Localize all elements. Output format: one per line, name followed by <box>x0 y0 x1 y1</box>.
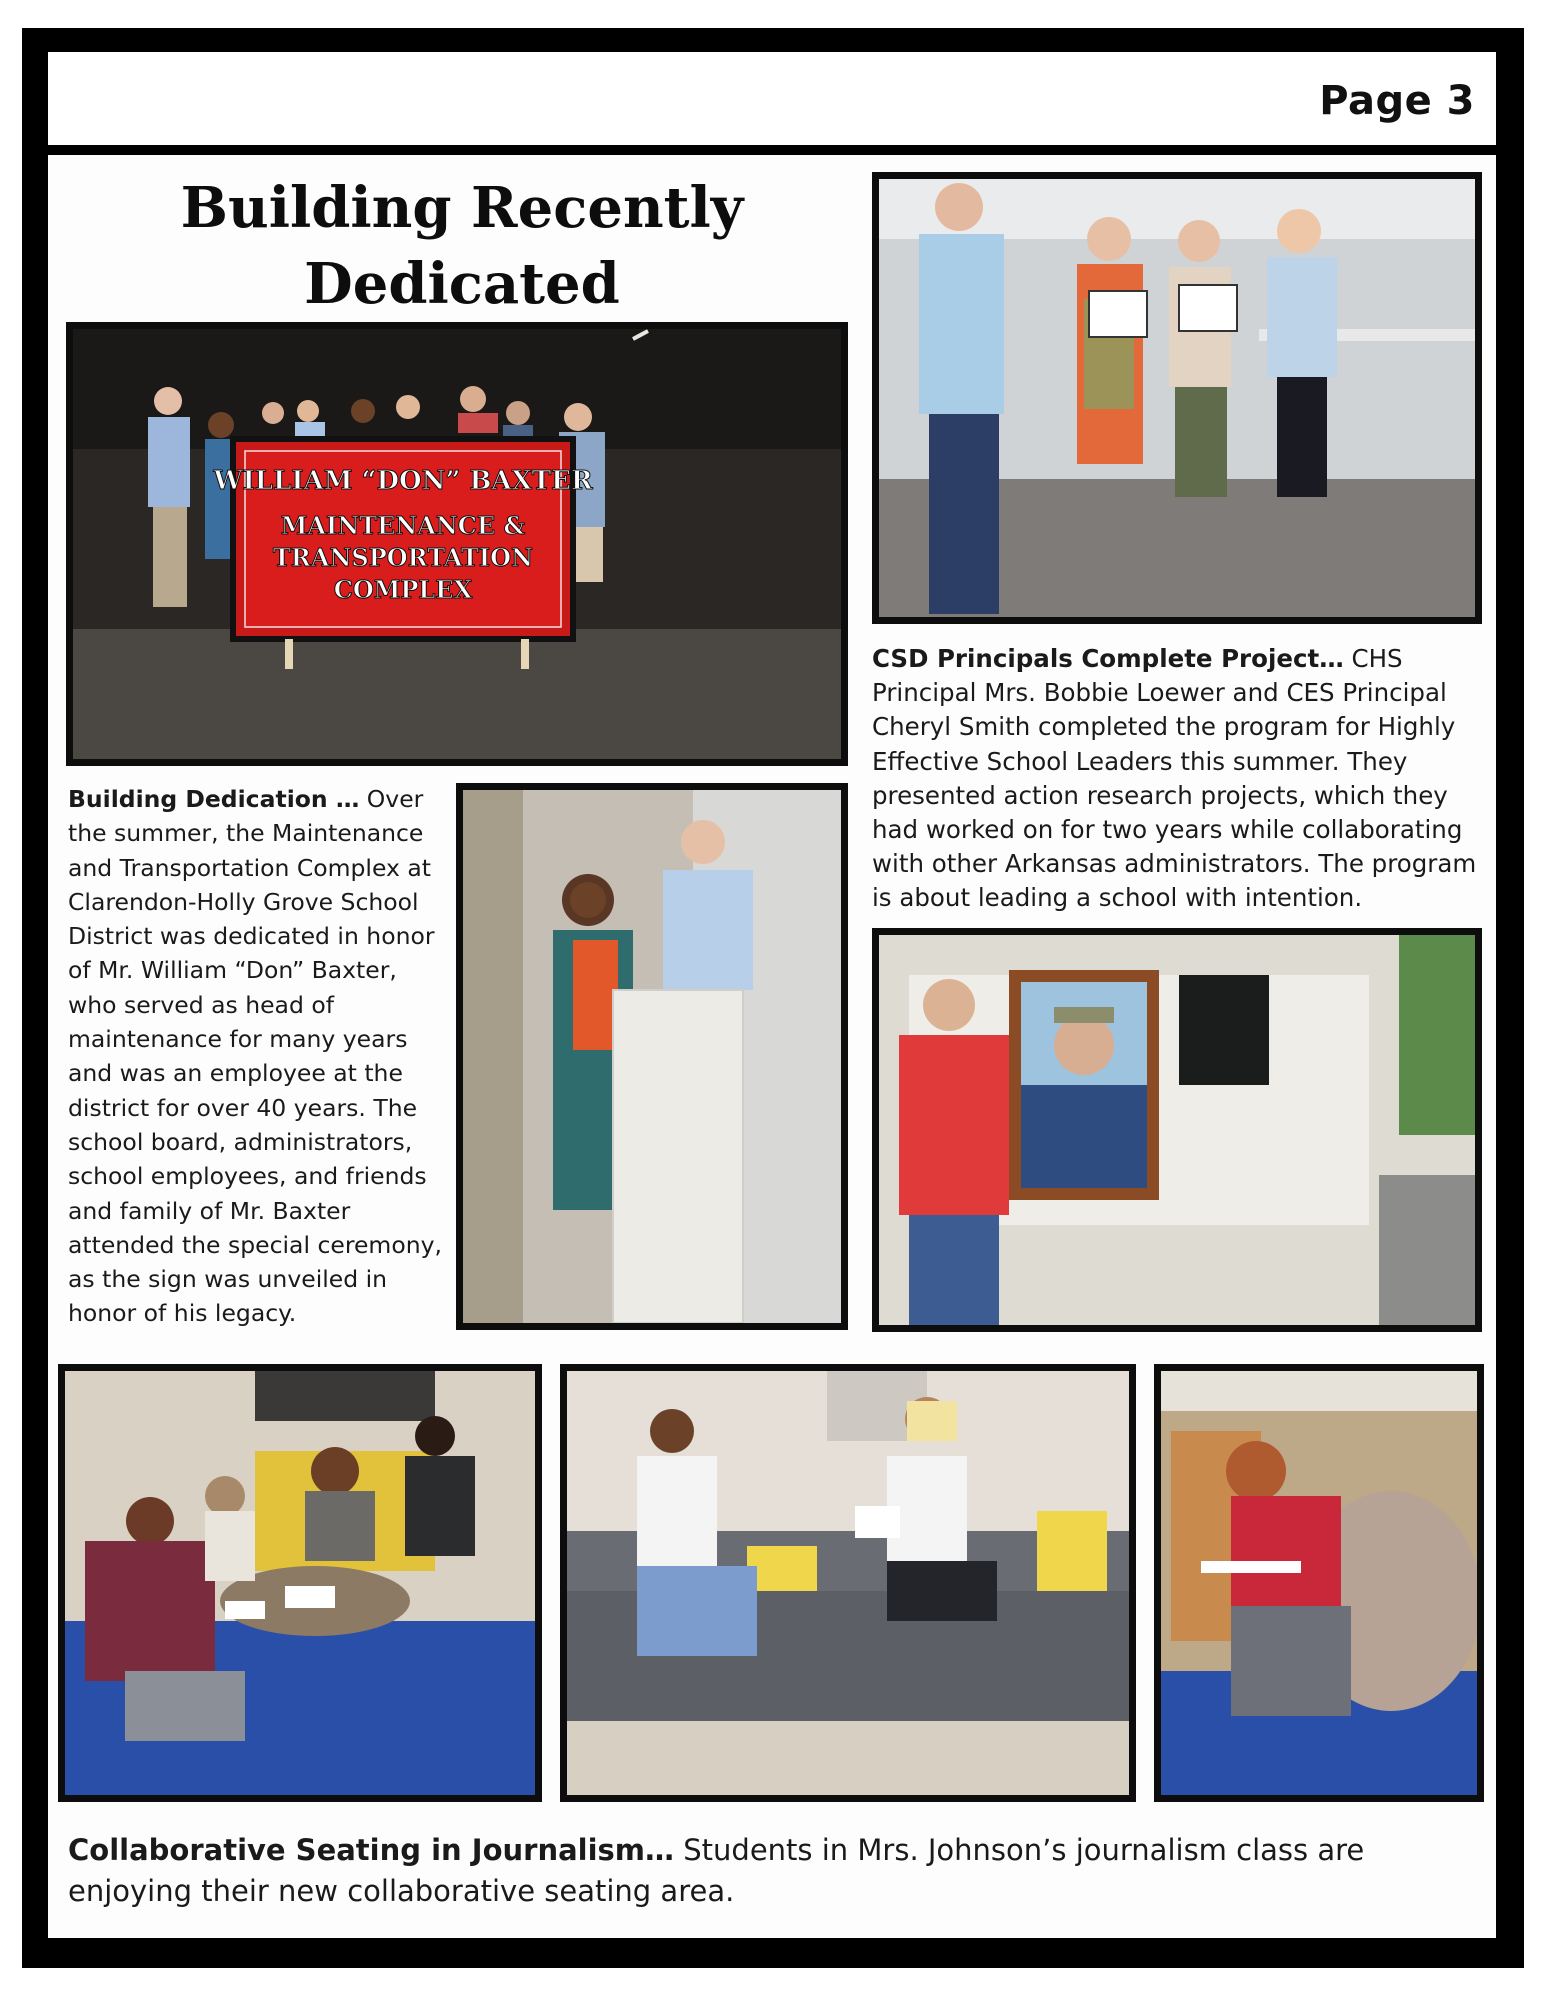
principals-caption <box>872 642 1484 916</box>
seating-body: Students in Mrs. Johnson’s journalism class are enjoying their new collaborative seating area. <box>68 1833 1365 1908</box>
sign-line-2: MAINTENANCE & <box>280 511 526 540</box>
students-couch-image <box>567 1371 1129 1795</box>
principals-image <box>879 179 1475 617</box>
students-table-image <box>65 1371 535 1795</box>
podium-icon <box>613 990 743 1323</box>
seating-lead: Collaborative Seating in Journalism… <box>68 1833 675 1867</box>
podium-image <box>463 790 841 1323</box>
sign-line-3: TRANSPORTATION <box>273 543 533 572</box>
headline-line-1: Building Recently Dedicated <box>180 175 744 317</box>
photo-sign-dedication <box>66 322 848 766</box>
header-band <box>48 52 1496 145</box>
portrait-wall-image <box>879 935 1475 1325</box>
dedication-caption <box>68 782 446 1331</box>
student-beanbag-image <box>1161 1371 1477 1795</box>
principals-lead: CSD Principals Complete Project… <box>872 644 1344 673</box>
photo-principals <box>872 172 1482 624</box>
photo-students-table <box>58 1364 542 1802</box>
photo-student-beanbag <box>1154 1364 1484 1802</box>
seating-caption <box>68 1830 1468 1912</box>
photo-podium <box>456 783 848 1330</box>
plaque <box>1179 975 1269 1085</box>
sign-dedication-image <box>73 329 841 759</box>
dedication-lead: Building Dedication … <box>68 785 360 813</box>
principals-body: CHS Principal Mrs. Bobbie Loewer and CES Principal Cheryl Smith completed the program for Highly Effective School Leaders this summer. They presented action research projects, which they had worked on for two years while collaborating with other Arkansas administrators. The program is about leading a school with intention. <box>872 644 1477 913</box>
photo-students-couch <box>560 1364 1136 1802</box>
sign-line-4: COMPLEX <box>333 575 473 604</box>
page-number: Page 3 <box>1319 78 1475 124</box>
sign-line-1: WILLIAM “DON” BAXTER <box>213 466 593 496</box>
dedication-body: Over the summer, the Maintenance and Transportation Complex at Clarendon-Holly Grove School District was dedicated in honor of Mr. William “Don” Baxter, who served as head of maintenance for many years and was an employee at the district for over 40 years. The school board, administrators, school employees, and friends and family of Mr. Baxter attended the special ceremony, as the sign was unveiled in honor of his legacy. <box>68 785 442 1328</box>
photo-portrait-wall <box>872 928 1482 1332</box>
